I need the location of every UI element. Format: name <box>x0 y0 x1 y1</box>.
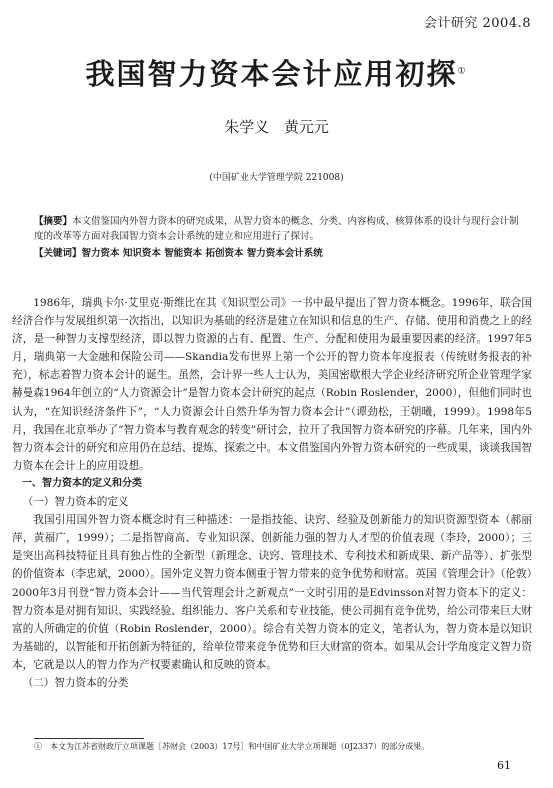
abstract-block <box>34 214 522 261</box>
abstract <box>34 214 522 244</box>
title-text: 我国智力资本会计应用初探 <box>85 57 458 91</box>
paragraph-intro: 1986年，瑞典卡尔·艾里克·斯维比在其《知识型公司》一书中最早提出了智力资本概念。1996年，联合国经济合作与发展组织第一次指出，以知识为基础的经济是建立在知识和信息的生产、存储、使用和消费之上的经济，是一种智力支撑型经济，即以智力资源的占有、配置、生产、分配和使用为最重要因素的经济。1997年5月，瑞典第一大金融和保险公司——Skandia发布世界上第一个公开的智力资本年度报表（传统财务报表的补充），标志着智力资本会计的诞生。虽然，会计界一些人士认为，美国密歇根大学企业经济研究所企业管理学家赫曼森1964年创立的“人力资源会计”是智力资本会计研究的起点（Robin Roslender，2000），但他们同时也认为，“在知识经济条件下”，“人力资源会计自然升华为智力资本会计”（谭劲松，王朝曦，1999）。1998年5月，我国在北京举办了“智力资本与教育观念的转变”研讨会，拉开了我国智力资本研究的序幕。几年来，国内外智力资本会计的研究和应用仍在总结、提炼、探索之中。本文借鉴国内外智力资本研究的一些成果，谈谈我国智力资本在会计上的应用设想。 <box>12 297 532 472</box>
subsection-heading-2: （二）智力资本的分类 <box>22 676 129 689</box>
journal-header: 会计研究 2004.8 <box>423 16 531 31</box>
keywords <box>34 246 522 261</box>
keywords-label: 【关键词】 <box>34 248 82 259</box>
abstract-text: 本文借鉴国内外智力资本的研究成果，从智力资本的概念、分类、内容构成、核算体系的设计与现行会计制度的改革等方面对我国智力资本会计系统的建立和应用进行了探讨。 <box>34 216 519 242</box>
body-text <box>12 294 532 692</box>
affiliation: (中国矿业大学管理学院 221008) <box>209 173 344 183</box>
paragraph-definition: 我国引用国外智力资本概念时有三种描述：一是指技能、诀窍、经验及创新能力的知识资源型资本（郝丽萍，黄福广，1999）；二是指智商高、专业知识深、创新能力强的智力人才型的价值表现（李玲，2000）；三是突出高科技特征且具有独占性的全新型（新理念、诀窍、管理技术、专利技术和新成果、新产品等）、扩张型的价值资本（李忠斌，2000）。国外定义智力资本侧重于智力带来的竞争优势和财富。英国《管理会计》（伦敦）2000年3月刊登“智力资本会计——当代管理会计之新观点”一文时引用的是Edvinsson对智力资本下的定义：智力资本是对拥有知识、实践经验、组织能力、客户关系和专业技能，使公司拥有竞争优势，给公司带来巨大财富的人所确定的价值（Robin Roslender，2000）。综合有关智力资本的定义，笔者认为，智力资本是以知识为基础的，以智能和开拓创新为特征的，给单位带来竞争优势和巨大财富的资本。如果从会计学角度定义智力资本，它就是以人的智力作为产权要素确认和反映的资本。 <box>12 514 532 671</box>
keywords-text: 智力资本 知识资本 智能资本 拓创资本 智力资本会计系统 <box>81 248 323 259</box>
page-number: 61 <box>497 759 511 772</box>
authors: 朱学义 黄元元 <box>224 118 329 136</box>
section-heading-1: 一、智力资本的定义和分类 <box>22 477 142 489</box>
footnote: ① 本文为江苏省财政厅立项课题［苏财会（2003）17号］和中国矿业大学立项课题（0J2337）的部分成果。 <box>34 742 430 751</box>
paper-title <box>0 52 553 93</box>
title-footnote-mark: ① <box>457 66 468 77</box>
abstract-label: 【摘要】 <box>34 216 73 227</box>
subsection-heading-1: （一）智力资本的定义 <box>22 496 129 509</box>
footnote-divider <box>34 738 144 739</box>
